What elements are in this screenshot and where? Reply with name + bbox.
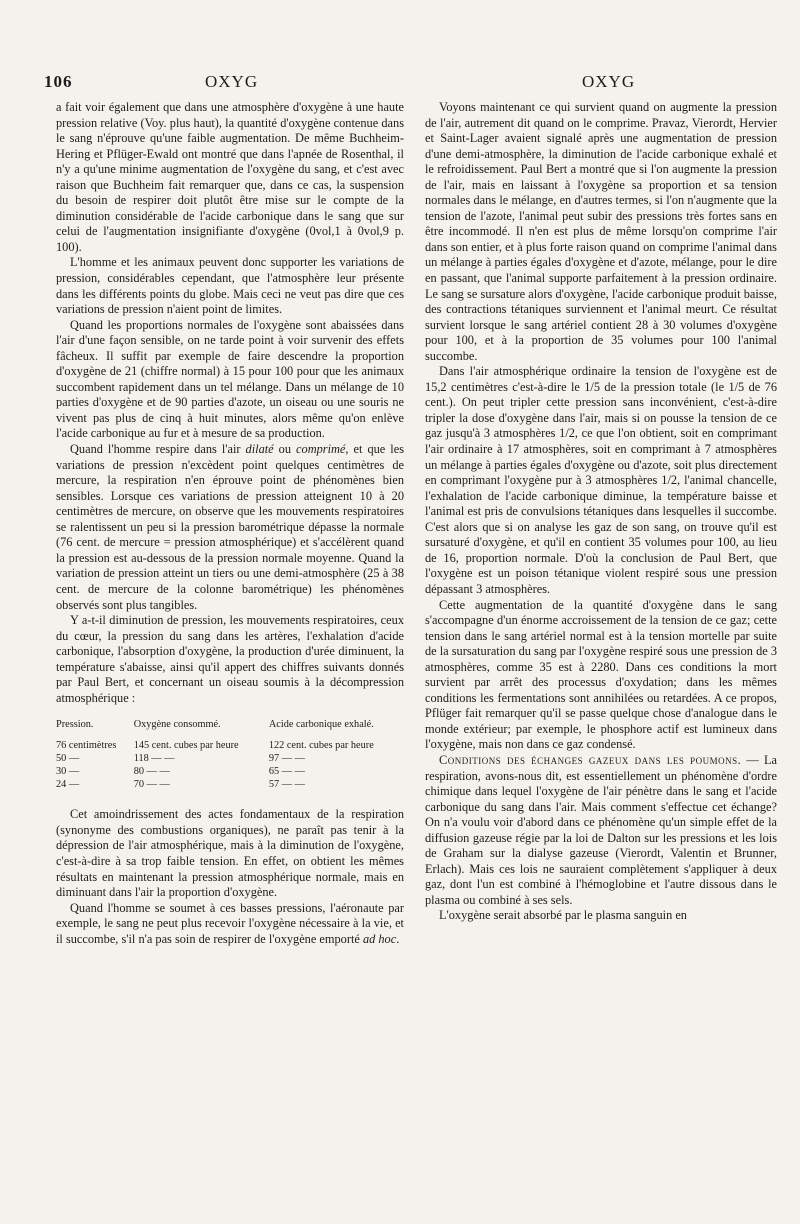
running-head-right: OXYG — [582, 72, 636, 91]
table-header-row — [56, 718, 404, 739]
section-heading: Conditions des échanges gazeux dans les poumons. — [439, 752, 742, 767]
table-header: Acide carbonique exhalé. — [268, 719, 374, 731]
table-cell: 24 — — [56, 779, 80, 791]
table-row — [56, 765, 404, 778]
table-cell: 97 — — — [268, 753, 305, 765]
italic-term: ad hoc — [362, 931, 397, 946]
table-cell: 65 — — — [268, 766, 305, 778]
table-cell: 145 cent. cubes par heure — [133, 740, 239, 752]
table-header: Pression. — [56, 719, 94, 731]
table-row — [56, 739, 404, 752]
page-number: 106 — [44, 72, 73, 91]
text-run: . — [396, 931, 400, 946]
table-header: Oxygène consommé. — [133, 719, 221, 731]
text-run: Quand l'homme se soumet à ces basses pressions, l'aéronaute par exemple, le sang ne peut plus recevoir l'oxygène nécessaire à la vie, et il succombe, s'il n'a pas soin de respirer de l'oxygène emporté — [56, 900, 404, 946]
running-head-left: OXYG — [205, 72, 259, 91]
table-row — [56, 778, 404, 791]
text-run: Quand l'homme respire dans l'air — [70, 442, 246, 457]
italic-term: dilaté — [245, 442, 274, 457]
table-row — [56, 752, 404, 765]
paragraph: Y a-t-il diminution de pression, les mouvements respiratoires, ceux du cœur, la pression du sang dans les artères, l'exhalation d'acide carbonique, l'absorption d'oxygène, la production d'urée diminuent, la température s'abaisse, ainsi qu'il appert des chiffres suivants donnés par Paul Bert, et concernant un oiseau soumis à la décompression atmosphérique : — [56, 613, 404, 705]
table-cell: 57 — — — [268, 779, 305, 791]
table-cell: 50 — — [56, 753, 80, 765]
left-column — [56, 100, 404, 947]
text-run: , et que les variations de pression n'excèdent point quelques centimètres de mercure, la respiration n'en éprouve point de phénomènes bien sensibles. Lorsque ces variations de pression atteignent 10 à 20 centimètres de mercure, on observe que les mouvements respiratoires se ralentissent un peu si la pression barométrique dépasse la normale (76 cent. de mercure = pression atmosphérique) et s'accélèrent quand la pression est au-dessous de la pression normale moyenne. Quand la variation de pression atteint un tiers ou une demi-atmosphère (25 à 38 cent. de mercure de la colonne barométrique) les phénomènes observés sont plus tangibles. — [56, 442, 404, 612]
right-column — [425, 100, 777, 924]
paragraph — [425, 753, 777, 908]
paragraph: Dans l'air atmosphérique ordinaire la tension de l'oxygène est de 15,2 centimètres c'est-à-dire le 1/5 de la pression totale (le 1/5 de 76 cent.). On peut tripler cette pression sans inconvénient, c'est-à-dire tripler la dose d'oxygène dans l'air, mais si on pousse la tension de ce gaz jusqu'à 3 atmosphères 1/2, ce que l'on obtient, soit en comprimant l'air ordinaire à 17 atmosphères, soit en comprimant à 7 atmosphères un mélange à parties égales d'oxygène ou d'azote, soit plus directement en comprimant l'oxygène pur à 3 atmosphères 1/2, l'animal chancelle, l'exhalation de l'acide carbonique diminue, la température baisse et l'animal est pris de convulsions tétaniques dans lesquelles il succombe. C'est alors que si on analyse les gaz de son sang, on trouve qu'il est sursaturé d'oxygène, et qu'il en contient 35 volumes pour 100, au lieu de 16, proportion normale. D'où la conclusion de Paul Bert, que l'oxygène est un poison tétanique violent respiré sous une pression dépassant 3 atmosphères. — [425, 364, 777, 596]
data-table — [56, 718, 404, 791]
table-cell: 70 — — — [133, 779, 170, 791]
table-cell: 76 centimètres — [56, 740, 117, 752]
paragraph: L'homme et les animaux peuvent donc supporter les variations de pression, considérables cependant, que l'atmosphère leur présente dans les différents points du globe. Mais ceci ne veut pas dire que ces variations de pression n'aient point de limites. — [56, 255, 404, 317]
paragraph: a fait voir également que dans une atmosphère d'oxygène à une haute pression relative (Voy. plus haut), la quantité d'oxygène contenue dans le sang n'éprouve qu'une faible augmentation. De même Buchheim-Hering et Pflüger-Ewald ont montré que dans l'apnée de Rosenthal, il n'y a qu'une minime augmentation de l'oxygène du sang, et c'est avec raison que Buchheim fait remarquer que, dans ce cas, la suspension du besoin de respirer doit plutôt être mise sur le compte de la diminution considérable de l'acide carbonique dans le sang que sur celui de l'augmentation insignifiante d'oxygène (0vol,1 à 0vol,9 p. 100). — [56, 100, 404, 254]
paragraph — [56, 442, 404, 613]
table-cell: 30 — — [56, 766, 80, 778]
paragraph: L'oxygène serait absorbé par le plasma sanguin en — [439, 908, 687, 923]
table-cell: 80 — — — [133, 766, 170, 778]
paragraph: Cette augmentation de la quantité d'oxygène dans le sang s'accompagne d'un énorme accroissement de la tension de ce gaz; cette tension dans le sang artériel normal est à la tension mortelle par suite de la sursaturation du sang par l'oxygène respiré sous une pression de 3 atmosphères, comme 35 est à 2280. Dans ces conditions la mort survient par arrêt des processus d'oxydation; dans les mêmes conditions les fermentations sont annihilées ou retardées. A ce propos, Pflüger fait remarquer qu'il se passe quelque chose d'analogue dans le monde extérieur; par exemple, le phosphore actif est lumineux dans l'oxygène, mais non dans ce gaz condensé. — [425, 597, 777, 752]
paragraph: Cet amoindrissement des actes fondamentaux de la respiration (synonyme des combustions organiques), ne paraît pas tenir à la dépression de l'air atmosphérique, mais à la diminution de l'oxygène, c'est-à-dire à sa trop faible tension. En effet, on obtient les mêmes résultats en maintenant la pression atmosphérique normale, mais en diminuant dans l'air la proportion d'oxygène. — [56, 807, 404, 900]
text-run: — La respiration, avons-nous dit, est essentiellement un phénomène d'ordre chimique dans lequel l'oxygène de l'air pénètre dans le sang et l'acide carbonique du sang dans l'air. Mais comment s'effectue cet échange? On n'a voulu voir d'abord dans ce phénomène qu'un simple effet de la diffusion gazeuse régie par la loi de Dalton sur les pressions et les lois de Graham sur la dialyse gazeuse (Vierordt, Valentin et Brunner, Erlach). Mais ces lois ne sauraient complètement s'appliquer à deux gaz, dont l'un est combiné à l'hémoglobine et l'autre dissous dans le plasma ou combiné à ses sels. — [425, 752, 777, 907]
text-run: ou — [273, 442, 297, 457]
paragraph: Voyons maintenant ce qui survient quand on augmente la pression de l'air, autrement dit quand on le comprime. Pravaz, Vierordt, Hervier et Saint-Lager avaient signalé après une augmentation de pression d'une demi-atmosphère, la diminution de l'acide carbonique exhalé et le refroidissement. Paul Bert a montré que si l'on augmente la pression de l'air, mais en laissant à l'oxygène sa proportion et sa tension normales dans le mélange, en d'autres termes, si l'on n'augmente que la tension de l'azote, l'animal peut subir des pressions très fortes sans en être incommodé. Il n'en est plus de même lorsqu'on comprime l'air dans son entier, et à plus forte raison quand on comprime l'animal dans un mélange à parties égales d'oxygène et d'azote, mélange, pour le dire en passant, que l'animal supporte parfaitement à la pression ordinaire. Le sang se sursature alors d'oxygène, l'acide carbonique produit baisse, des contractions tétaniques surviennent et l'animal meurt. Ce résultat survient lorsque le sang artériel contient 28 à 30 volumes d'oxygène pour 100, et à la proportion de 35 volumes pour 100 l'animal succombe. — [425, 100, 777, 363]
italic-term: comprimé — [296, 442, 346, 457]
table-cell: 118 — — — [133, 753, 175, 765]
paragraph: Quand les proportions normales de l'oxygène sont abaissées dans l'air d'une façon sensible, on ne tarde point à voir survenir des effets fâcheux. Il suffit par exemple de faire descendre la proportion d'oxygène de 21 (chiffre normal) à 15 pour 100 pour que les animaux succombent rapidement dans un tel mélange. Dans un mélange de 10 parties d'oxygène et de 90 parties d'azote, un oiseau ou une souris ne vivent pas plus de cinq à huit minutes, alors même qu'on enlève l'acide carbonique au fur et à mesure de sa production. — [56, 317, 404, 441]
table-cell: 122 cent. cubes par heure — [268, 740, 374, 752]
paragraph — [56, 901, 404, 948]
